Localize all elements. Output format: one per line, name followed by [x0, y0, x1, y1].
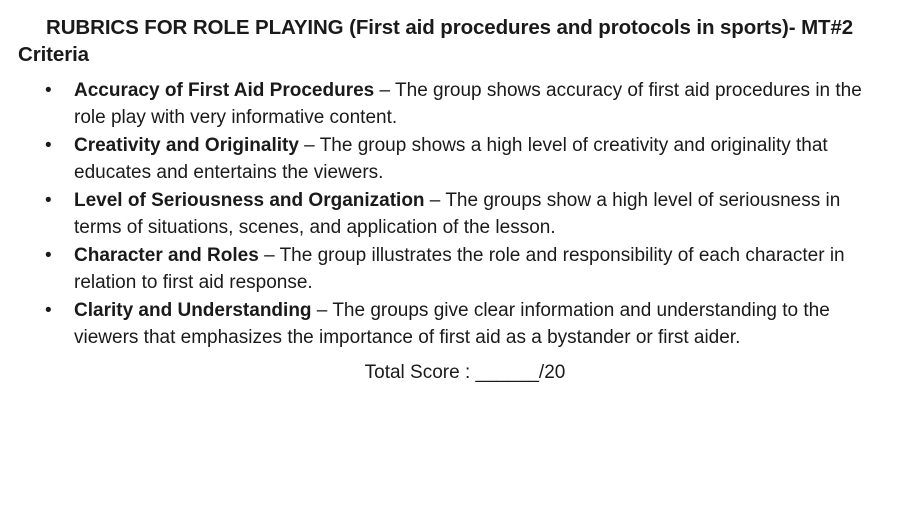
page-title-line2: Criteria	[18, 43, 89, 67]
criterion-description: – The group shows accuracy of first aid procedures in the role play with very informative content.	[74, 80, 862, 129]
list-item	[18, 78, 882, 132]
bullet-icon: •	[45, 189, 52, 211]
criterion-term: Level of Seriousness and Organization	[74, 189, 425, 211]
criterion-term: Clarity and Understanding	[74, 299, 312, 321]
list-item	[18, 133, 882, 187]
bullet-icon: •	[45, 244, 52, 266]
criterion-description: – The groups show a high level of seriousness in terms of situations, scenes, and application of the lesson.	[74, 189, 841, 238]
page-title	[18, 14, 882, 68]
bullet-icon: •	[45, 80, 52, 102]
criteria-list	[18, 78, 882, 352]
list-item	[18, 188, 882, 242]
criterion-term: Character and Roles	[74, 244, 259, 266]
total-score: Total Score : ______/20	[364, 361, 566, 383]
criterion-description: – The group shows a high level of creativity and originality that educates and entertains the viewers.	[74, 135, 828, 183]
list-item	[18, 298, 882, 352]
bullet-icon: •	[45, 135, 52, 157]
bullet-icon: •	[45, 299, 52, 321]
page-title-line1: RUBRICS FOR ROLE PLAYING (First aid procedures and protocols in sports)- MT#2	[46, 16, 854, 39]
criterion-description: – The groups give clear information and understanding to the viewers that emphasizes the importance of first aid as a bystander or first aider.	[74, 299, 830, 348]
criterion-term: Accuracy of First Aid Procedures	[74, 80, 375, 102]
criterion-description: – The group illustrates the role and responsibility of each character in relation to first aid response.	[74, 244, 845, 293]
criterion-term: Creativity and Originality	[74, 135, 299, 157]
list-item	[18, 243, 882, 297]
